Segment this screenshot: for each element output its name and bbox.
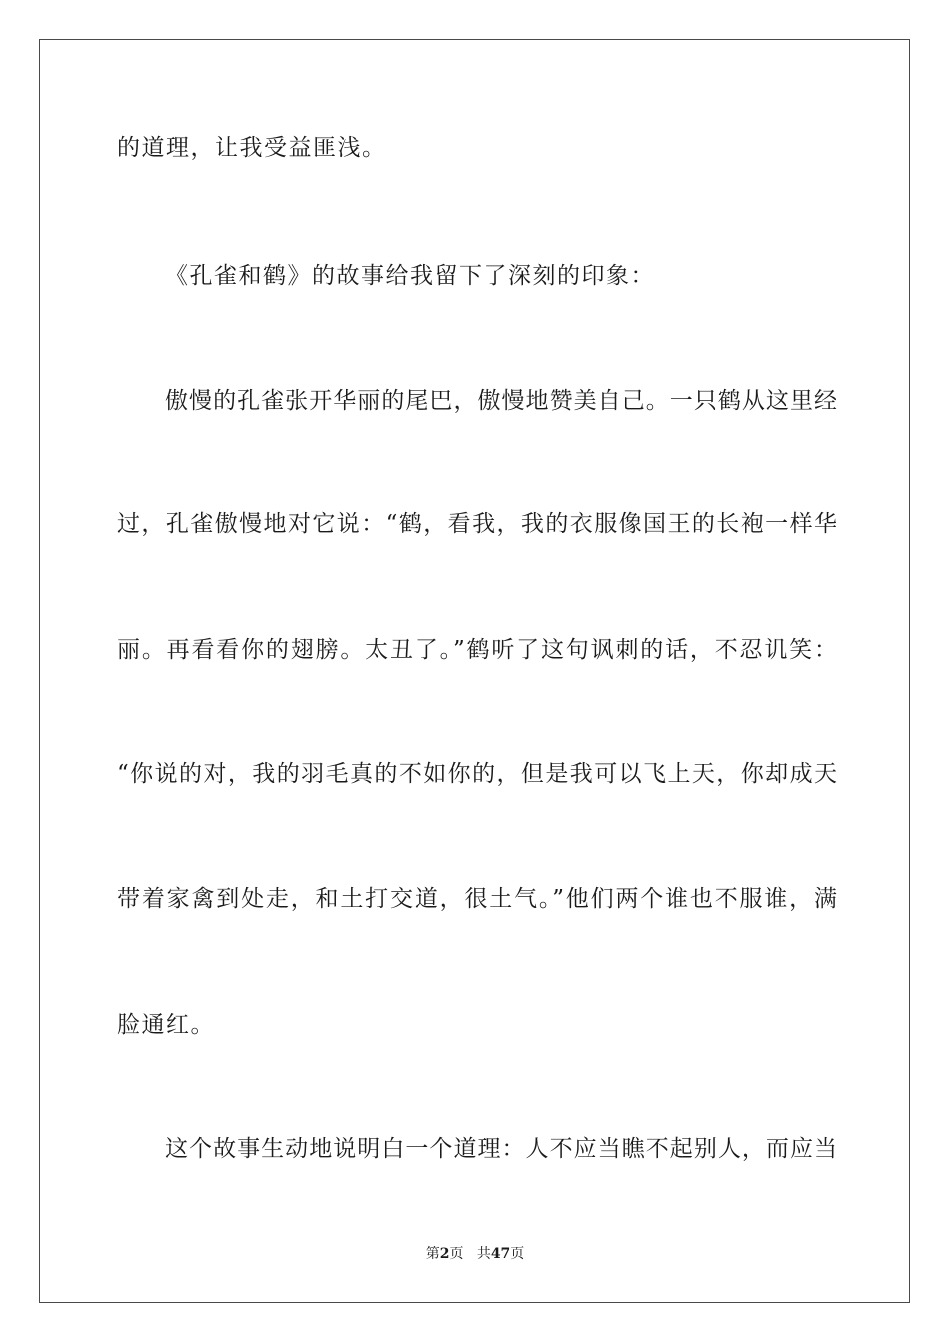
text-line-9: 这个故事生动地说明白一个道理：人不应当瞧不起别人，而应当 <box>165 1136 837 1162</box>
footer-total-prefix: 共 <box>476 1246 491 1262</box>
text-line-8: 脸通红。 <box>117 1012 215 1038</box>
text-line-7: 带着家禽到处走，和土打交道，很土气。”他们两个谁也不服谁，满 <box>117 886 837 912</box>
footer-page-suffix: 页 <box>449 1246 464 1262</box>
page-footer <box>0 1243 950 1263</box>
text-line-6: “你说的对，我的羽毛真的不如你的，但是我可以飞上天，你却成天 <box>117 761 837 787</box>
footer-prefix: 第 <box>425 1246 440 1262</box>
text-line-4: 过，孔雀傲慢地对它说：“鹤，看我，我的衣服像国王的长袍一样华 <box>117 511 837 537</box>
current-page-number: 2 <box>439 1246 450 1262</box>
footer-total-suffix: 页 <box>510 1246 525 1262</box>
total-page-number: 47 <box>490 1246 511 1262</box>
text-line-3: 傲慢的孔雀张开华丽的尾巴，傲慢地赞美自己。一只鹤从这里经 <box>165 388 837 414</box>
text-line-5: 丽。再看看你的翅膀。太丑了。”鹤听了这句讽刺的话，不忍讥笑： <box>117 637 837 663</box>
text-line-2: 《孔雀和鹤》的故事给我留下了深刻的印象： <box>165 263 655 289</box>
text-line-1: 的道理，让我受益匪浅。 <box>117 135 387 161</box>
page-border <box>39 39 910 1303</box>
